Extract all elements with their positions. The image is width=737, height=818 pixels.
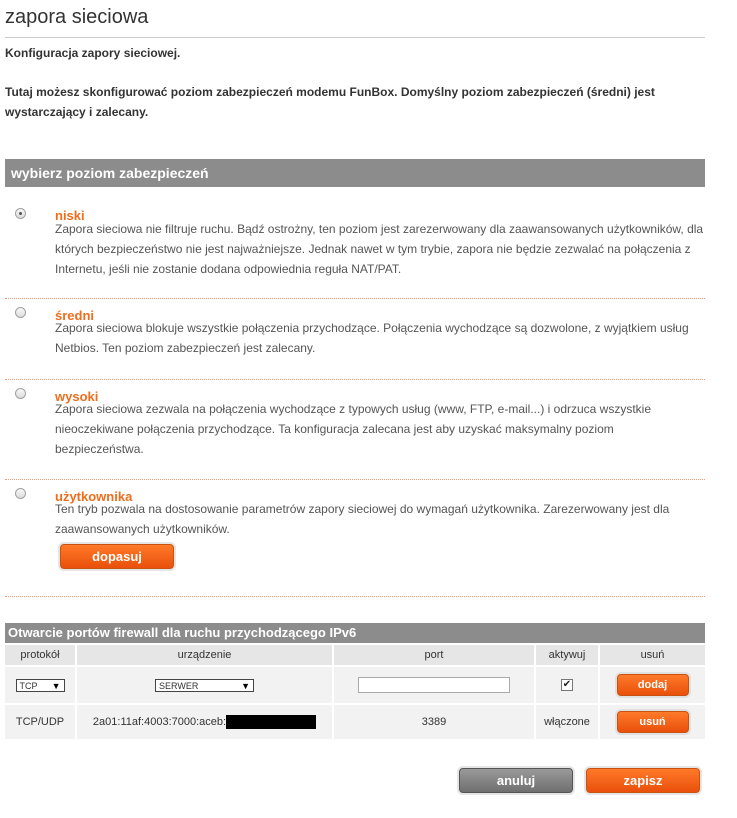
radio-sredni[interactable] [15,307,26,318]
new-rule-row [5,665,705,703]
chevron-down-icon: ▼ [241,680,250,691]
level-name-wysoki: wysoki [55,389,99,404]
row-protocol: TCP/UDP [5,703,77,739]
divider [5,379,705,380]
level-name-niski: niski [55,208,85,223]
column-header-active: aktywuj [536,645,600,665]
save-button[interactable]: zapisz [586,768,700,793]
activate-checkbox[interactable]: ✔ [562,679,572,691]
intro-text: Tutaj możesz skonfigurować poziom zabezpieczeń modemu FunBox. Domyślny poziom zabezpieczeń (średni) jest wystarczający i zalecany. [5,85,655,119]
column-header-delete: usuń [600,645,705,665]
row-device: 2a01:11af:4003:7000:aceb: [92,715,227,728]
divider [5,298,705,299]
level-desc-uzytkownika: Ten tryb pozwala na dostosowanie parametrów zapory sieciowej do wymagań użytkownika. Zarezerwowany jest dla zaawansowanych użytkowników. [55,502,670,536]
column-header-protocol: protokół [5,645,77,665]
level-name-sredni: średni [55,308,95,323]
page-subtitle: Konfiguracja zapory sieciowej. [5,46,181,60]
level-desc-sredni: Zapora sieciowa blokuje wszystkie połączenia przychodzące. Połączenia wychodzące są dozwolone, z wyjątkiem usług Netbios. Ten poziom zabezpieczeń jest zalecany. [55,321,689,355]
port-input[interactable] [358,677,510,693]
title-divider [5,37,705,38]
cancel-button[interactable]: anuluj [459,768,573,793]
level-desc-niski: Zapora sieciowa nie filtruje ruchu. Bądź ostrożny, ten poziom jest zarezerwowany dla zaawansowanych użytkowników, dla których bezpieczeństwo nie jest najważniejsze. Jednak nawet w tym trybie, zapora nie będzie zezwalać na połączenia z Internetu, jeśli nie zostanie dodana odpowiednia reguła NAT/PAT. [55,222,704,276]
column-header-device: urządzenie [77,645,334,665]
row-status: włączone [536,703,600,739]
device-select-value: SERWER [159,680,199,691]
protocol-select[interactable] [16,679,65,692]
protocol-select-value: TCP [19,680,38,691]
redacted-block [226,715,316,729]
radio-wysoki[interactable] [15,388,26,399]
ipv6-ports-header: Otwarcie portów firewall dla ruchu przychodzącego IPv6 [5,623,705,643]
column-header-port: port [334,645,536,665]
divider [5,596,705,597]
chevron-down-icon: ▼ [51,680,61,691]
radio-niski[interactable] [15,208,26,219]
level-desc-wysoki: Zapora sieciowa zezwala na połączenia wychodzące z typowych usług (www, FTP, e-mail...) i odrzuca wszystkie nieoczekiwane połączenia przychodzące. Ta konfiguracja zalecana jest aby uzyskać maksymalny poziom bezpieczeństwa. [55,402,652,456]
delete-button[interactable]: usuń [617,711,689,733]
level-name-uzytkownika: użytkownika [55,489,133,504]
radio-uzytkownika[interactable] [15,488,26,499]
add-button[interactable]: dodaj [617,674,689,696]
device-select[interactable] [155,679,254,692]
table-row [5,703,705,739]
divider [5,479,705,480]
row-port: 3389 [334,703,536,739]
customize-button[interactable]: dopasuj [60,544,174,569]
page-title: zapora sieciowa [5,6,149,28]
security-level-header: wybierz poziom zabezpieczeń [5,159,705,187]
ports-table [5,645,705,739]
